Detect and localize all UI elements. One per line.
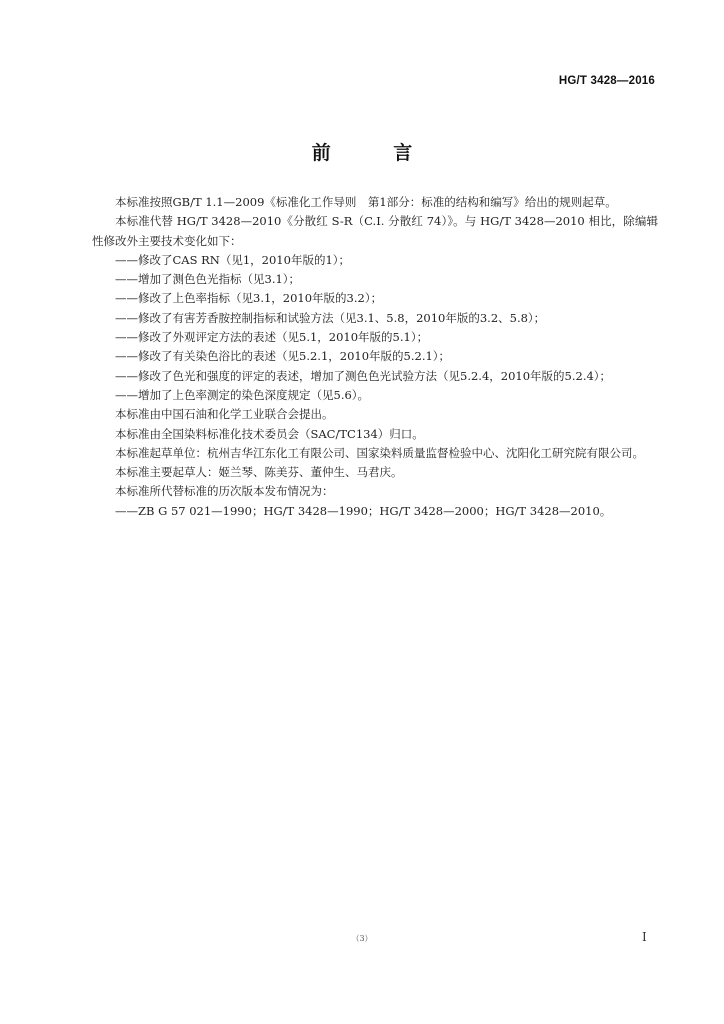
change-item-dyeing-depth: ——增加了上色率测定的染色深度规定（见5.6）。 <box>115 387 370 402</box>
paragraph-replacement: 本标准代替 HG/T 3428—2010《分散红 S-R（C.I. 分散红 74）》。与 HG/T 3428—2010 相比，除编辑性修改外主要技术变化如下： <box>92 214 658 248</box>
paragraph-drafters: 本标准主要起草人：姬兰琴、陈美芬、董仲生、马君庆。 <box>115 465 403 480</box>
change-item-color-index: ——增加了测色色光指标（见3.1）； <box>115 272 301 287</box>
change-item-aromatic-amines: ——修改了有害芳香胺控制指标和试验方法（见3.1、5.8，2010年版的3.2、5.8）； <box>115 310 546 325</box>
change-item-appearance: ——修改了外观评定方法的表述（见5.1，2010年版的5.1）； <box>115 330 429 345</box>
history-item: ——ZB G 57 021—1990；HG/T 3428—1990；HG/T 3428—2000；HG/T 3428—2010。 <box>115 503 612 518</box>
section-title-foreword: 前 言 <box>311 142 441 164</box>
page-number: （3） <box>351 934 373 943</box>
change-item-cas: ——修改了CAS RN（见1，2010年版的1）； <box>115 252 351 267</box>
paragraph-proposer: 本标准由中国石油和化学工业联合会提出。 <box>115 407 334 422</box>
paragraph-drafting-units: 本标准起草单位：杭州吉华江东化工有限公司、国家染料质量监督检验中心、沈阳化工研究院有限公司。 <box>115 445 644 460</box>
change-item-uptake-rate: ——修改了上色率指标（见3.1，2010年版的3.2）； <box>115 291 383 306</box>
page-mark: I <box>642 930 647 944</box>
foreword-body <box>92 193 658 521</box>
paragraph-history-intro: 本标准所代替标准的历次版本发布情况为： <box>115 484 334 499</box>
change-item-bath-ratio: ——修改了有关染色浴比的表述（见5.2.1，2010年版的5.2.1）； <box>115 349 451 364</box>
change-item-shade-strength: ——修改了色光和强度的评定的表述，增加了测色色光试验方法（见5.2.4，2010年版的5.2.4）； <box>115 368 612 383</box>
paragraph-committee: 本标准由全国染料标准化技术委员会（SAC/TC134）归口。 <box>115 426 424 441</box>
standard-code: HG/T 3428—2016 <box>558 75 655 87</box>
paragraph-drafting-rules: 本标准按照GB/T 1.1—2009《标准化工作导则 第1部分：标准的结构和编写》给出的规则起草。 <box>115 195 617 209</box>
